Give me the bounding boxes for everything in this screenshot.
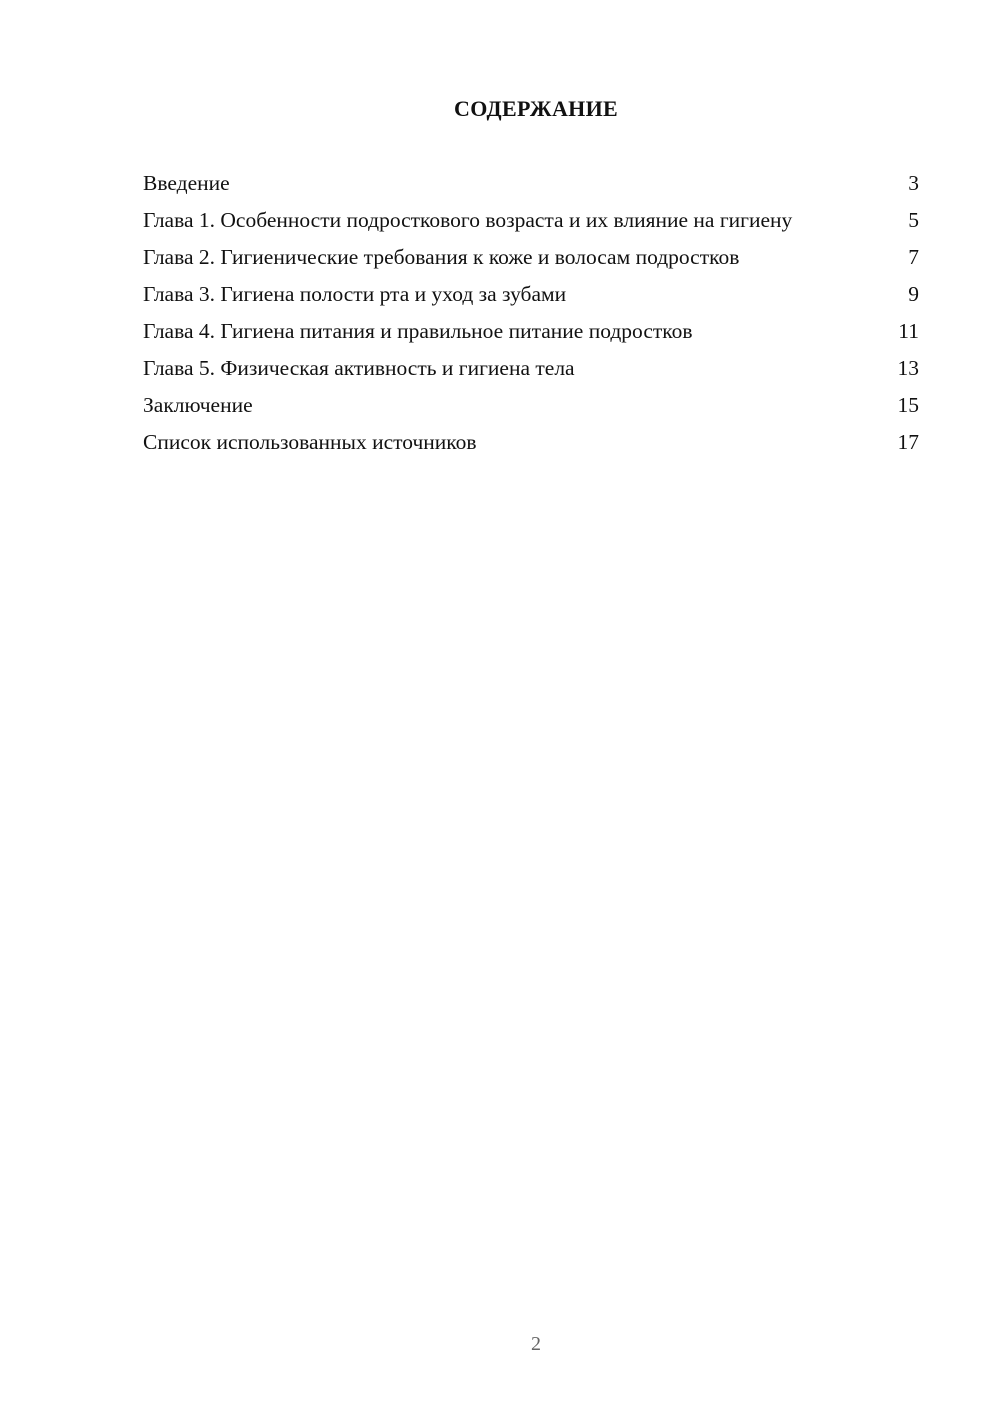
toc-entry-chapter-2	[143, 244, 919, 271]
toc-entry-chapter-5	[143, 355, 919, 382]
toc-entry-page: 15	[897, 393, 919, 417]
toc-entry-page: 3	[908, 171, 919, 195]
toc-entry-page: 5	[908, 208, 919, 232]
toc-entry-text: Глава 4. Гигиена питания и правильное питание подростков	[143, 319, 693, 343]
toc-entry-chapter-1	[143, 207, 919, 234]
toc-entry-text: Глава 1. Особенности подросткового возраста и их влияние на гигиену	[143, 208, 793, 232]
table-of-contents	[143, 170, 919, 466]
toc-entry-conclusion	[143, 392, 919, 419]
toc-entry-page: 11	[898, 319, 919, 343]
toc-entry-page: 7	[908, 245, 919, 269]
toc-entry-chapter-4	[143, 318, 919, 345]
toc-entry-page: 17	[897, 430, 919, 454]
toc-entry-text: Введение	[143, 171, 230, 195]
toc-entry-text: Глава 3. Гигиена полости рта и уход за зубами	[143, 282, 567, 306]
toc-entry-page: 13	[897, 356, 919, 380]
page-number: 2	[531, 1333, 541, 1355]
toc-title: СОДЕРЖАНИЕ	[454, 96, 618, 121]
toc-entry-text: Глава 2. Гигиенические требования к коже и волосам подростков	[143, 245, 740, 269]
toc-entry-text: Список использованных источников	[143, 430, 477, 454]
toc-entry-chapter-3	[143, 281, 919, 308]
toc-entry-text: Заключение	[143, 393, 253, 417]
toc-entry-introduction	[143, 170, 919, 197]
toc-entry-page: 9	[908, 282, 919, 306]
toc-entry-references	[143, 429, 919, 456]
toc-entry-text: Глава 5. Физическая активность и гигиена тела	[143, 356, 575, 380]
